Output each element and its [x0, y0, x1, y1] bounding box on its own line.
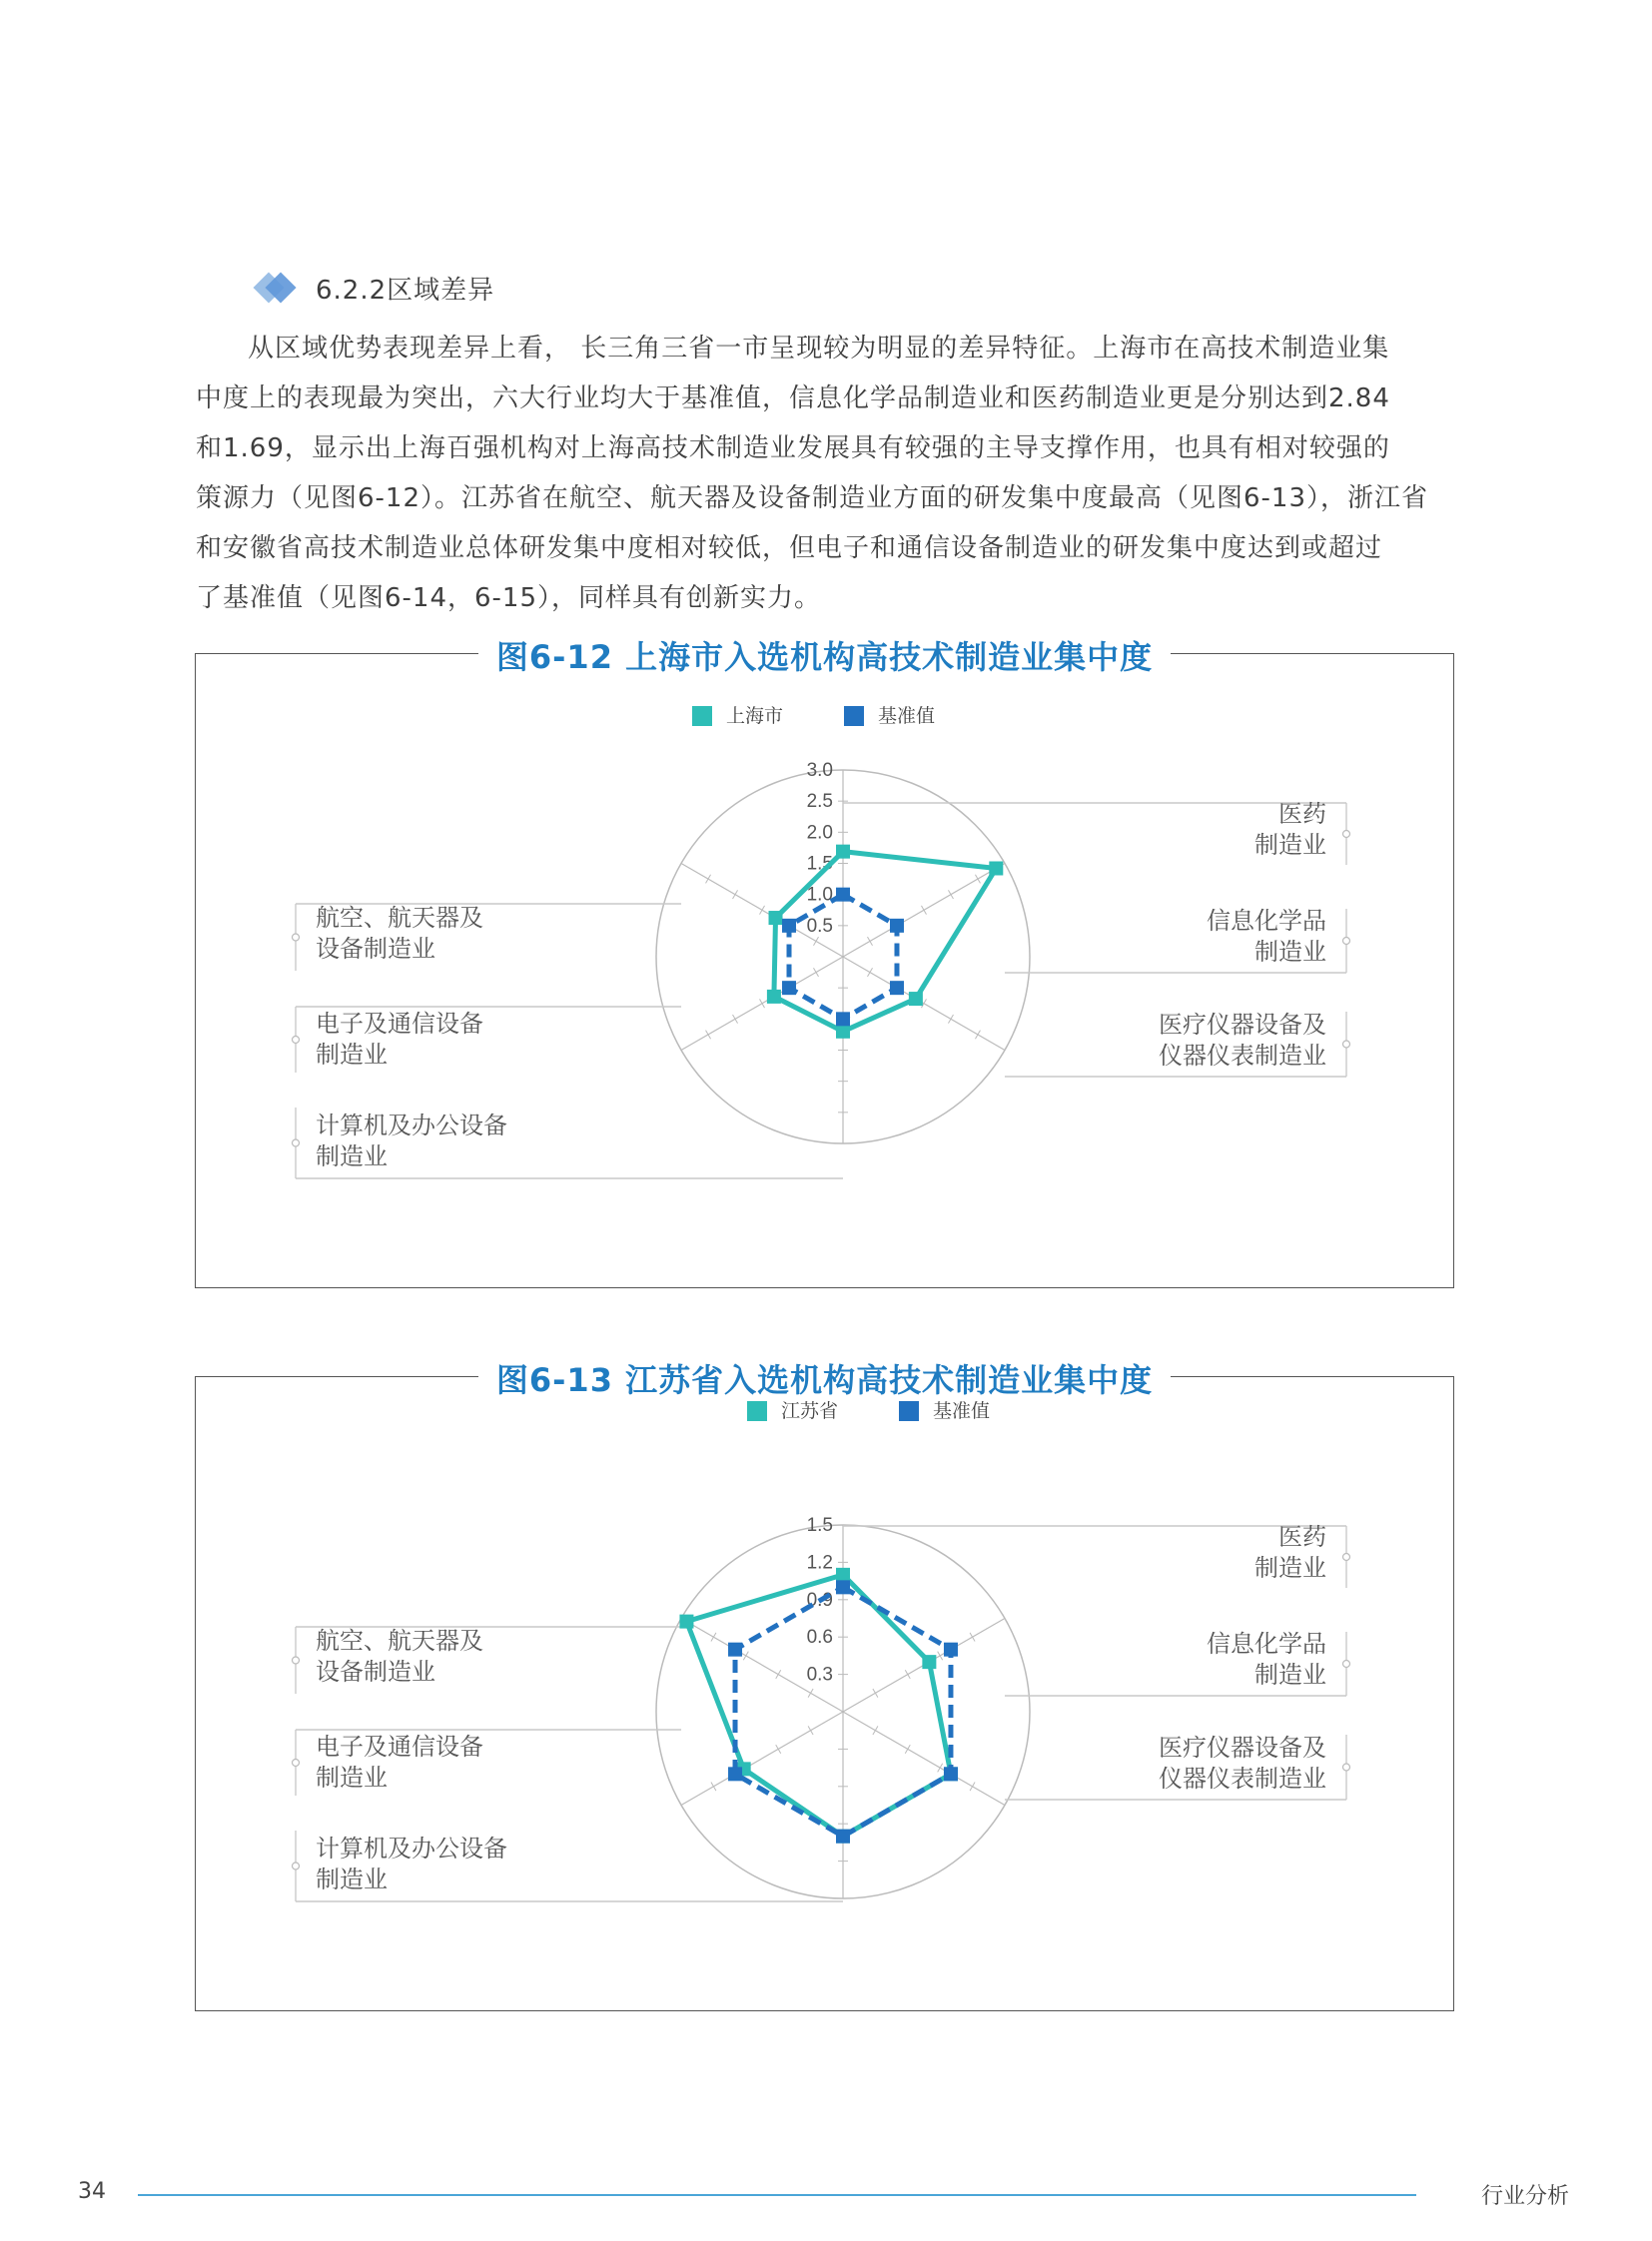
legend-swatch: [899, 1401, 919, 1421]
label-dot: [293, 1139, 300, 1146]
radar-tick-mark: [743, 1652, 748, 1661]
category-text: 航空、航天器及: [316, 1628, 483, 1655]
tick-label: 0.3: [806, 1664, 833, 1686]
radar-tick-mark: [711, 1633, 716, 1642]
radar-tick-mark: [938, 1652, 943, 1661]
category-text: 信息化学品: [1207, 1631, 1326, 1658]
data-point: [728, 1767, 742, 1781]
radar-tick-mark: [867, 937, 872, 946]
tick-label: 2.5: [806, 791, 833, 813]
label-dot: [1343, 831, 1350, 838]
category-text: 航空、航天器及: [316, 905, 483, 932]
section-title: 6.2.2区域差异: [316, 275, 495, 306]
radar-tick-mark: [938, 1764, 943, 1773]
category-label: [1005, 1631, 1350, 1696]
radar-tick-mark: [905, 1745, 910, 1754]
footer-section-name: 行业分析: [1481, 2184, 1570, 2209]
data-point: [679, 1615, 693, 1629]
category-text: 制造业: [1254, 1555, 1326, 1582]
data-point: [728, 1643, 742, 1657]
radar-tick-mark: [733, 1015, 738, 1024]
category-text: 仪器仪表制造业: [1159, 1043, 1326, 1070]
category-text: 制造业: [1254, 1662, 1326, 1689]
radar-svg: [196, 654, 1455, 1289]
radar-tick-mark: [867, 968, 872, 977]
label-dot: [1343, 1041, 1350, 1048]
category-text: 仪器仪表制造业: [1159, 1766, 1326, 1793]
data-point: [989, 861, 1003, 875]
radar-tick-mark: [776, 1670, 781, 1679]
legend-label: 基准值: [933, 1401, 991, 1422]
tick-label: 1.5: [806, 853, 833, 875]
data-point: [836, 888, 850, 902]
tick-label: 2.0: [806, 822, 833, 844]
tick-label: 0.5: [806, 915, 833, 937]
footer-divider: [138, 2194, 1416, 2196]
radar-tick-mark: [814, 937, 819, 946]
radar-chart-shanghai: [195, 638, 1454, 1288]
category-text: 医药: [1278, 1524, 1326, 1551]
radar-tick-mark: [975, 1031, 980, 1040]
category-text: 计算机及办公设备: [316, 1836, 507, 1863]
legend-swatch: [692, 706, 712, 726]
radar-tick-mark: [921, 906, 926, 915]
data-point: [890, 981, 904, 995]
label-dot: [1343, 938, 1350, 945]
data-point: [836, 1025, 850, 1039]
data-point: [890, 919, 904, 933]
label-dot: [293, 1037, 300, 1044]
radar-tick-mark: [760, 999, 765, 1008]
category-label: [293, 1007, 682, 1073]
legend-swatch: [844, 706, 864, 726]
category-label: [843, 801, 1350, 865]
tick-label: 1.5: [806, 1515, 833, 1536]
series-line: [686, 1575, 951, 1837]
category-text: 制造业: [316, 1867, 388, 1893]
radar-tick-mark: [873, 1689, 878, 1698]
radar-tick-mark: [1002, 1046, 1007, 1055]
radar-tick-mark: [905, 1670, 910, 1679]
radar-tick-mark: [948, 1015, 953, 1024]
body-line: 和安徽省高技术制造业总体研发集中度相对较低，但电子和通信设备制造业的研发集中度达到或超过: [196, 533, 1383, 563]
label-dot: [1343, 1554, 1350, 1561]
radar-tick-mark: [1002, 1614, 1007, 1623]
body-line: 从区域优势表现差异上看， 长三角三省一市呈现较为明显的差异特征。上海市在高技术制造业集: [248, 334, 1390, 364]
category-text: 制造业: [316, 1765, 388, 1792]
legend-swatch: [747, 1401, 767, 1421]
radar-tick-mark: [679, 1046, 684, 1055]
legend-label: 江苏省: [781, 1401, 839, 1422]
radar-tick-mark: [873, 1726, 878, 1735]
data-point: [836, 845, 850, 859]
data-point: [944, 1643, 958, 1657]
category-label: [293, 1730, 682, 1796]
radar-tick-mark: [733, 890, 738, 899]
radar-chart-jiangsu: [195, 1361, 1454, 2011]
legend-label: 上海市: [726, 706, 784, 727]
tick-label: 0.9: [806, 1589, 833, 1611]
legend-label: 基准值: [878, 706, 936, 727]
legend: [692, 705, 935, 727]
category-text: 设备制造业: [316, 936, 435, 963]
section-heading: [252, 268, 494, 308]
category-text: 设备制造业: [316, 1659, 435, 1686]
label-dot: [293, 1760, 300, 1767]
category-label: [1005, 908, 1350, 973]
data-point: [767, 990, 781, 1004]
data-point: [922, 1655, 936, 1669]
radar-tick-mark: [948, 890, 953, 899]
chart-title: 图6-12 上海市入选机构高技术制造业集中度: [478, 632, 1171, 678]
category-label: [1005, 1735, 1350, 1800]
data-point: [909, 992, 923, 1006]
radar-tick-mark: [808, 1726, 813, 1735]
data-point: [782, 919, 796, 933]
category-text: 医疗仪器设备及: [1159, 1012, 1326, 1039]
data-point: [769, 911, 783, 925]
radar-tick-mark: [706, 1031, 711, 1040]
tick-label: 3.0: [806, 760, 833, 781]
tick-label: 0.6: [806, 1627, 833, 1649]
category-label: [293, 1831, 844, 1901]
radar-tick-mark: [776, 1745, 781, 1754]
radar-tick-mark: [1002, 1801, 1007, 1810]
radar-tick-mark: [760, 906, 765, 915]
radar-tick-mark: [975, 875, 980, 884]
radar-svg: [196, 1377, 1455, 2012]
diamond-bullet-icon: [252, 268, 304, 308]
tick-label: 1.2: [806, 1552, 833, 1574]
radar-tick-mark: [808, 1689, 813, 1698]
category-text: 制造业: [1254, 832, 1326, 859]
body-line: 了基准值（见图6-14，6-15），同样具有创新实力。: [196, 583, 822, 613]
tick-label: 1.0: [806, 884, 833, 906]
radar-tick-mark: [970, 1633, 975, 1642]
radar-tick-mark: [711, 1782, 716, 1791]
page-number: 34: [78, 2179, 106, 2204]
category-label: [1005, 1012, 1350, 1077]
category-text: 电子及通信设备: [316, 1011, 483, 1038]
category-text: 医疗仪器设备及: [1159, 1735, 1326, 1762]
radar-tick-mark: [814, 968, 819, 977]
category-text: 计算机及办公设备: [316, 1113, 507, 1139]
category-text: 制造业: [316, 1143, 388, 1170]
label-dot: [1343, 1764, 1350, 1771]
category-text: 制造业: [316, 1042, 388, 1069]
data-point: [836, 1012, 850, 1026]
series-line: [774, 852, 996, 1032]
category-label: [843, 1524, 1350, 1588]
data-point: [944, 1767, 958, 1781]
category-label: [293, 1627, 682, 1694]
legend: [747, 1400, 990, 1422]
body-line: 中度上的表现最为突出，六大行业均大于基准值，信息化学品制造业和医药制造业更是分别达到2.84: [196, 383, 1390, 413]
radar-tick-mark: [679, 859, 684, 868]
body-paragraph: [196, 324, 1458, 623]
category-text: 制造业: [1254, 939, 1326, 966]
label-dot: [293, 1657, 300, 1664]
category-label: [293, 1108, 844, 1178]
data-point: [836, 1568, 850, 1582]
label-dot: [293, 1863, 300, 1869]
label-dot: [1343, 1661, 1350, 1668]
label-dot: [293, 934, 300, 941]
body-line: 和1.69，显示出上海百强机构对上海高技术制造业发展具有较强的主导支撑作用，也具有相对较强的: [196, 433, 1390, 463]
data-point: [782, 981, 796, 995]
category-text: 电子及通信设备: [316, 1734, 483, 1761]
category-label: [293, 904, 682, 971]
category-text: 医药: [1278, 801, 1326, 828]
radar-tick-mark: [679, 1801, 684, 1810]
category-text: 信息化学品: [1207, 908, 1326, 935]
data-point: [836, 1580, 850, 1594]
body-line: 策源力（见图6-12）。江苏省在航空、航天器及设备制造业方面的研发集中度最高（见图6-13），浙江省: [196, 483, 1429, 513]
chart-title: 图6-13 江苏省入选机构高技术制造业集中度: [478, 1355, 1171, 1401]
radar-tick-mark: [970, 1782, 975, 1791]
data-point: [836, 1830, 850, 1844]
radar-tick-mark: [706, 875, 711, 884]
